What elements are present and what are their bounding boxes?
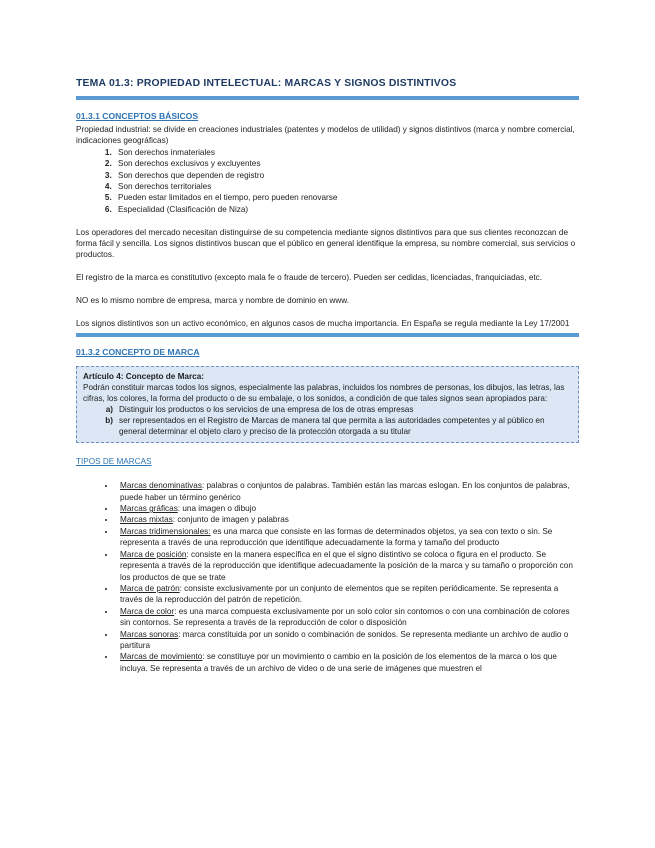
paragraph: Los signos distintivos son un activo económico, en algunos casos de mucha importancia. En España se regula mediante la Ley 17/2001 <box>76 318 570 328</box>
list-item <box>116 480 579 503</box>
type-term: Marcas denominativas <box>120 481 202 491</box>
list-item: 5. Pueden estar limitados en el tiempo, pero pueden renovarse <box>114 192 579 203</box>
list-item: 3. Son derechos que dependen de registro <box>114 170 579 181</box>
list-item <box>116 583 579 606</box>
list-item: 4. Son derechos territoriales <box>114 181 579 192</box>
list-item: b. ser representados en el Registro de Marcas de manera tal que permita a las autoridades competentes y al público en general determinar el objeto claro y preciso de la protección otorgada a su titular <box>113 415 572 437</box>
type-term: Marcas de movimiento <box>120 652 203 662</box>
intro-paragraph: Propiedad industrial: se divide en creaciones industriales (patentes y modelos de utilidad) y signos distintivos (marca y nombre comercial, indicaciones geográficas) <box>76 125 575 146</box>
section-heading-conceptos-basicos: 01.3.1 CONCEPTOS BÁSICOS <box>76 111 199 121</box>
type-description: : marca constituida por un sonido o combinación de sonidos. Se representa mediante un archivo de audio o partitura <box>120 629 569 650</box>
types-heading: TIPOS DE MARCAS <box>76 457 152 467</box>
type-description: : se constituye por un movimiento o cambio en la posición de los elementos de la marca o los que incluya. Se representa a través de un archivo de video o de una serie de imágenes que muestren el <box>120 652 557 673</box>
characteristics-list <box>76 147 579 215</box>
document-title: TEMA 01.3: PROPIEDAD INTELECTUAL: MARCAS Y SIGNOS DISTINTIVOS <box>76 78 457 89</box>
type-term: Marca de patrón <box>120 583 180 593</box>
list-item: a. Distinguir los productos o los servicios de una empresa de los de otras empresas <box>113 404 572 415</box>
list-item <box>116 606 579 629</box>
type-term: Marcas sonoras <box>120 629 179 639</box>
trademark-types-list <box>76 480 579 674</box>
type-term: Marcas gráficas <box>120 504 178 514</box>
list-item: 6. Especialidad (Clasificación de Niza) <box>114 204 579 215</box>
article-text: Podrán constituir marcas todos los signos, especialmente las palabras, incluidos los nombres de personas, los dibujos, las letras, las cifras, los colores, la forma del producto o de su embalaje, o los sonidos, a condición de que tales signos sean apropiados para: <box>83 383 565 404</box>
article-quote-box <box>76 366 579 443</box>
type-term: Marca de color <box>120 606 175 616</box>
type-description: : conjunto de imagen y palabras <box>172 515 289 525</box>
type-description: : palabras o conjuntos de palabras. También están las marcas eslogan. En los conjuntos de palabras, puede haber un término genérico <box>120 481 570 502</box>
list-item <box>116 651 579 674</box>
type-term: Marcas tridimensionales: <box>120 526 211 536</box>
list-item <box>116 503 579 514</box>
article-title: Artículo 4: Concepto de Marca: <box>83 372 205 382</box>
list-item <box>116 629 579 652</box>
paragraph: NO es lo mismo nombre de empresa, marca y nombre de dominio en www. <box>76 296 350 306</box>
paragraph: El registro de la marca es constitutivo (excepto mala fe o fraude de tercero). Pueden ser cedidas, licenciadas, franquiciadas, etc. <box>76 273 543 283</box>
section-heading-concepto-marca: 01.3.2 CONCEPTO DE MARCA <box>76 347 200 358</box>
list-item <box>116 526 579 549</box>
type-description: : una imagen o dibujo <box>177 504 257 514</box>
paragraph: Los operadores del mercado necesitan distinguirse de su competencia mediante signos distintivos para que sus clientes reconozcan de forma fácil y sencilla. Los signos distintivos buscan que el público en general identifique la empresa, su nombre comercial, sus servicios o productos. <box>76 227 576 260</box>
section-divider <box>76 333 579 337</box>
list-item <box>116 514 579 525</box>
title-divider <box>76 96 579 100</box>
type-description: : consiste exclusivamente por un conjunto de elementos que se repiten periódicamente. Se representa a través de la reproducción del patrón de repetición. <box>120 583 559 605</box>
type-term: Marca de posición <box>120 549 187 559</box>
type-description: es una marca que consiste en las formas de determinados objetos, ya sea con texto o sin. Se representa a través de una reproducción que identifique adecuadamente la forma y tamaño del producto <box>120 526 553 548</box>
type-description: : consiste en la manera específica en el que el signo distintivo se coloca o figura en el producto. Se representa a través de la reproducción que identifique adecuadamente la posición de la marca y su tamaño o proporción con los productos de que se trate <box>120 549 573 582</box>
list-item: 1. Son derechos inmateriales <box>114 147 579 158</box>
type-description: : es una marca compuesta exclusivamente por un solo color sin contornos o con una combinación de colores sin contornos. Se representa a través de la reproducción de color o disposición <box>120 606 570 628</box>
type-term: Marcas mixtas <box>120 515 173 525</box>
list-item: 2. Son derechos exclusivos y excluyentes <box>114 158 579 169</box>
article-conditions-list <box>83 404 572 437</box>
list-item <box>116 549 579 583</box>
